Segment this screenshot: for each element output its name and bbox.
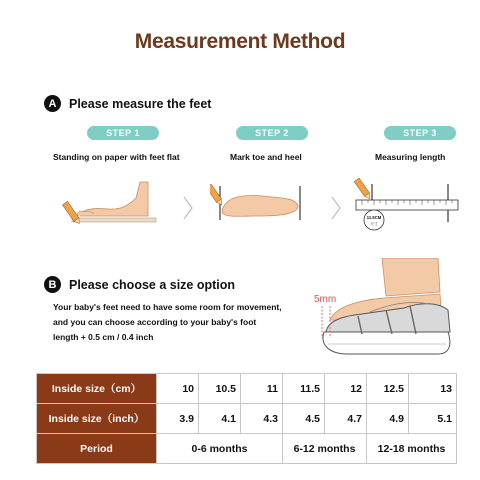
table-cell: 12.5 [367, 374, 409, 404]
step-1-pill: STEP 1 [87, 126, 159, 140]
step-3-pill: STEP 3 [384, 126, 456, 140]
section-a-title: Please measure the feet [69, 96, 212, 111]
table-row-cm [37, 374, 457, 404]
table-cell: 4.1 [199, 404, 241, 434]
chevron-right-icon [182, 195, 194, 221]
table-cell: 0-6 months [157, 434, 283, 464]
foot-on-paper-illustration [62, 172, 162, 232]
table-cell: 6-12 months [283, 434, 367, 464]
table-cell: 4.3 [241, 404, 283, 434]
table-cell: 5.1 [409, 404, 457, 434]
section-b-header [44, 276, 235, 293]
measuring-length-illustration [352, 172, 462, 238]
step-1-caption: Standing on paper with feet flat [53, 152, 180, 162]
table-cell: 11 [241, 374, 283, 404]
section-a-header [44, 95, 211, 112]
table-cell: 11.5 [283, 374, 325, 404]
table-row-period [37, 434, 457, 464]
row-label-inch: Inside size（inch） [37, 404, 157, 434]
size-chart-table [36, 373, 457, 464]
row-label-period: Period [37, 434, 157, 464]
section-b-badge: B [44, 276, 61, 293]
step-3-caption: Measuring length [375, 152, 446, 162]
shoe-with-foot-illustration [300, 258, 460, 362]
table-cell: 3.9 [157, 404, 199, 434]
row-label-cm: Inside size（cm） [37, 374, 157, 404]
table-cell: 12 [325, 374, 367, 404]
mark-toe-heel-illustration [210, 172, 310, 232]
table-cell: 12-18 months [367, 434, 457, 464]
table-cell: 10.5 [199, 374, 241, 404]
table-cell: 13 [409, 374, 457, 404]
page-title: Measurement Method [134, 30, 346, 53]
table-cell: 4.9 [367, 404, 409, 434]
step-2-caption: Mark toe and heel [230, 152, 302, 162]
table-cell: 10 [157, 374, 199, 404]
size-advice-text: Your baby's feet need to have some room for movement, and you can choose according to your baby's foot length + 0.5 cm / 0.4 inch [53, 302, 282, 342]
magnifier-reading: 11.5CM [366, 215, 382, 220]
table-cell: 4.5 [283, 404, 325, 434]
chevron-right-icon [330, 195, 342, 221]
toe-gap-label: 5mm [314, 294, 337, 305]
step-2-pill: STEP 2 [236, 126, 308, 140]
table-cell: 4.7 [325, 404, 367, 434]
magnifier-unit: 尺寸 [370, 222, 378, 226]
table-row-inch [37, 404, 457, 434]
section-b-title: Please choose a size option [69, 277, 236, 292]
section-a-badge: A [44, 95, 61, 112]
